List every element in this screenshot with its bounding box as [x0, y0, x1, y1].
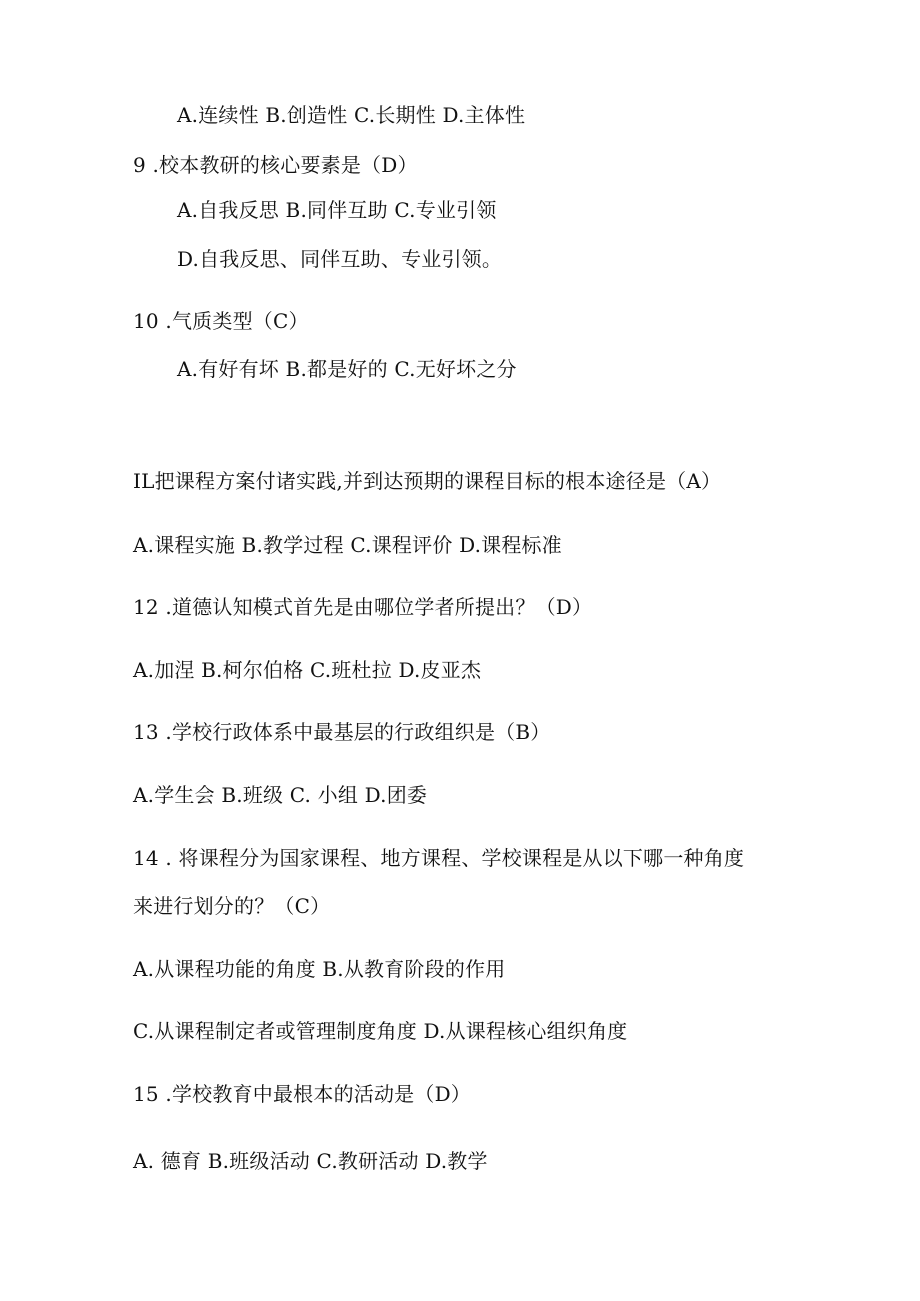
- q9-options-line2: D.自我反思、同伴互助、专业引领。: [177, 247, 503, 271]
- q9-question: 9 .校本教研的核心要素是（D）: [133, 153, 418, 177]
- q12-question: 12 .道德认知模式首先是由哪位学者所提出？（D）: [133, 595, 593, 619]
- q11-question: IL把课程方案付诸实践,并到达预期的课程目标的根本途径是（A）: [133, 469, 722, 493]
- q10-question: 10 .气质类型（C）: [133, 309, 309, 333]
- q9-options-line1: A.自我反思 B.同伴互助 C.专业引领: [177, 198, 497, 222]
- q14-options-line2: C.从课程制定者或管理制度角度 D.从课程核心组织角度: [133, 1019, 628, 1043]
- q15-options: A. 德育 B.班级活动 C.教研活动 D.教学: [133, 1149, 488, 1173]
- q10-options: A.有好有坏 B.都是好的 C.无好坏之分: [177, 357, 517, 381]
- q12-options: A.加涅 B.柯尔伯格 C.班杜拉 D.皮亚杰: [133, 658, 482, 682]
- q15-question: 15 .学校教育中最根本的活动是（D）: [133, 1082, 471, 1106]
- q8-options: A.连续性 B.创造性 C.长期性 D.主体性: [177, 103, 526, 127]
- q14-question-line2: 来进行划分的？（C）: [133, 894, 331, 918]
- q13-question: 13 .学校行政体系中最基层的行政组织是（B）: [133, 720, 551, 744]
- q14-question-line1: 14 . 将课程分为国家课程、地方课程、学校课程是从以下哪一种角度: [133, 846, 745, 870]
- q11-options: A.课程实施 B.教学过程 C.课程评价 D.课程标准: [133, 533, 562, 557]
- q13-options: A.学生会 B.班级 C. 小组 D.团委: [133, 783, 428, 807]
- q14-options-line1: A.从课程功能的角度 B.从教育阶段的作用: [133, 957, 506, 981]
